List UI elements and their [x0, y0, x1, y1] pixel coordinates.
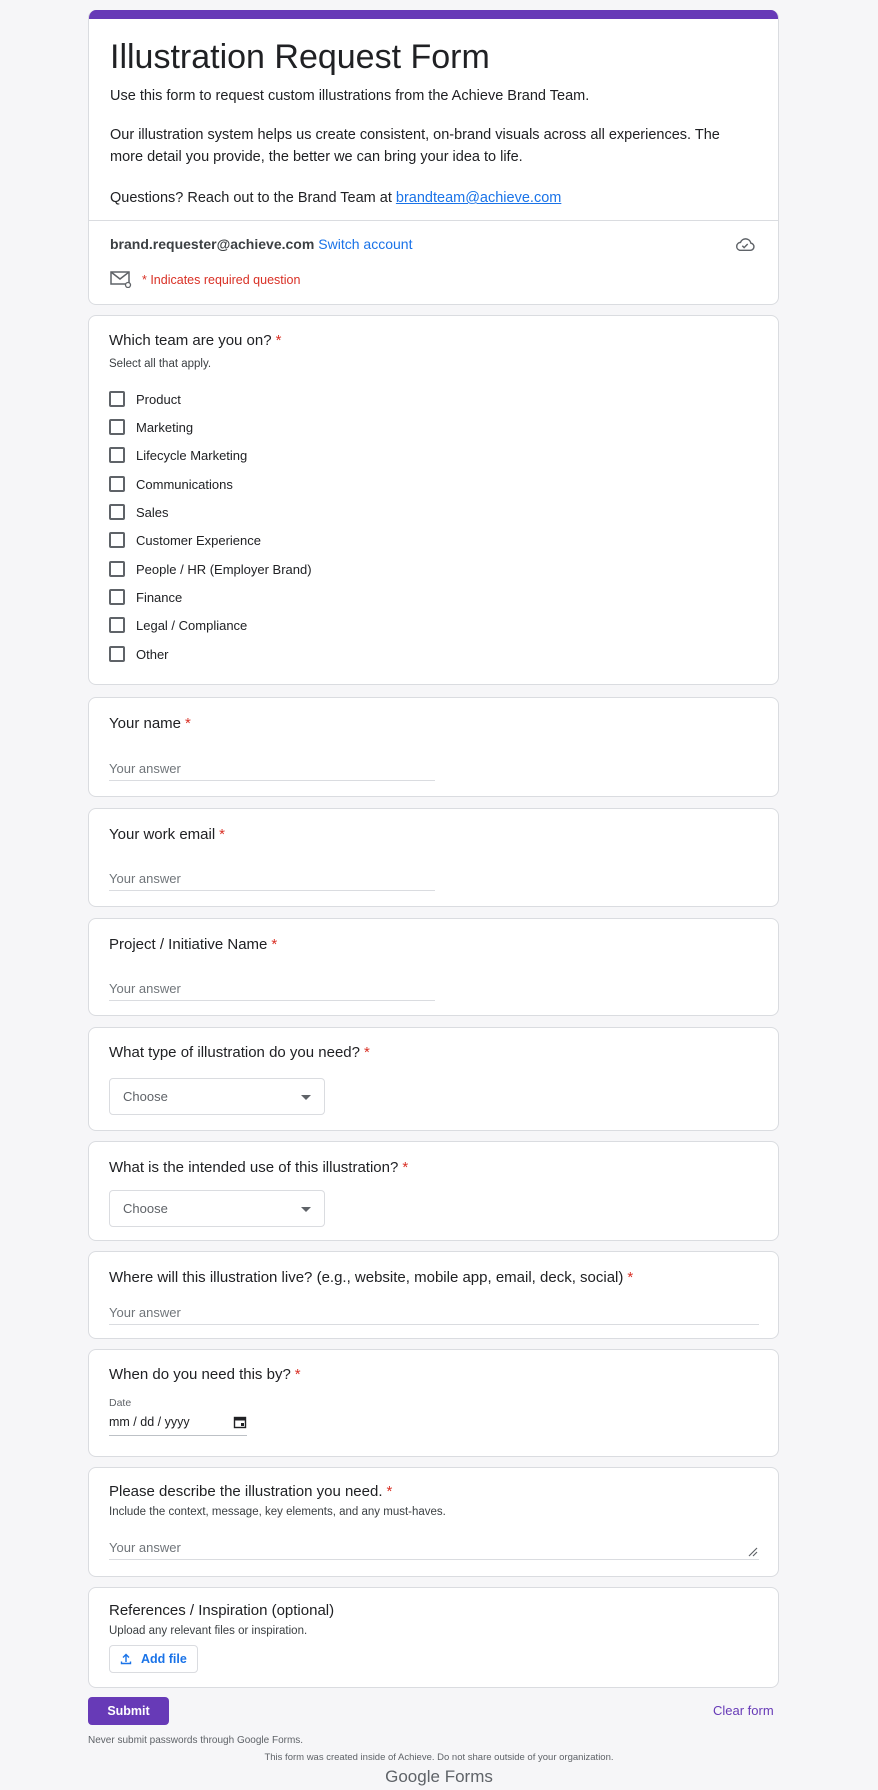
describe-question-card: [88, 1467, 779, 1577]
team-question-title: Which team are you on? *: [109, 332, 282, 349]
contact-prefix: Questions? Reach out to the Brand Team at: [110, 190, 396, 206]
checkbox[interactable]: [109, 646, 125, 662]
name-question-title: Your name *: [109, 715, 191, 732]
name-input[interactable]: [109, 761, 435, 781]
describe-textarea[interactable]: [109, 1540, 759, 1560]
form-contact: [110, 187, 750, 209]
resize-handle-icon[interactable]: [748, 1547, 758, 1557]
team-option-people-hr[interactable]: People / HR (Employer Brand): [109, 559, 312, 579]
google-forms-logo[interactable]: [0, 1767, 878, 1787]
references-question-title: References / Inspiration (optional): [109, 1602, 335, 1619]
account-email: brand.requester@achieve.com: [110, 236, 315, 252]
team-question-hint: Select all that apply.: [109, 358, 212, 370]
dropdown-arrow-icon: [301, 1095, 311, 1100]
checkbox[interactable]: [109, 504, 125, 520]
type-question-title: What type of illustration do you need? *: [109, 1044, 370, 1061]
email-question-title: Your work email *: [109, 826, 226, 843]
use-dropdown-value: Choose: [123, 1201, 168, 1216]
submit-button[interactable]: Submit: [88, 1697, 169, 1725]
date-label: Date: [109, 1397, 132, 1409]
form-header-card: [88, 10, 779, 305]
describe-question-title: Please describe the illustration you need. *: [109, 1483, 393, 1500]
checkbox[interactable]: [109, 419, 125, 435]
project-question-card: [88, 918, 779, 1016]
header-divider: [89, 220, 778, 221]
date-input[interactable]: [109, 1413, 247, 1436]
location-question-card: [88, 1251, 779, 1339]
organization-note: This form was created inside of Achieve. Do not share outside of your organization.: [264, 1752, 614, 1763]
add-file-label: Add file: [141, 1652, 187, 1666]
type-dropdown-value: Choose: [123, 1089, 168, 1104]
email-question-card: [88, 808, 779, 907]
date-input-value: mm / dd / yyyy: [109, 1415, 190, 1429]
checkbox[interactable]: [109, 447, 125, 463]
team-option-legal-compliance[interactable]: Legal / Compliance: [109, 615, 247, 635]
brand-team-email-link[interactable]: brandteam@achieve.com: [395, 190, 562, 206]
email-input[interactable]: [109, 871, 435, 891]
team-option-communications[interactable]: Communications: [109, 474, 233, 494]
name-question-card: [88, 697, 779, 797]
team-option-customer-experience[interactable]: Customer Experience: [109, 530, 261, 550]
add-file-button[interactable]: [109, 1645, 198, 1673]
team-option-finance[interactable]: Finance: [109, 587, 182, 607]
team-option-lifecycle-marketing[interactable]: Lifecycle Marketing: [109, 445, 247, 465]
upload-icon: [120, 1653, 132, 1665]
form-title: Illustration Request Form: [110, 38, 490, 76]
logo-forms-text: Forms: [444, 1767, 493, 1786]
calendar-icon[interactable]: [233, 1415, 247, 1429]
form-intro: Use this form to request custom illustrations from the Achieve Brand Team.: [110, 88, 590, 104]
team-option-sales[interactable]: Sales: [109, 502, 169, 522]
references-question-card: [88, 1587, 779, 1688]
checkbox[interactable]: [109, 391, 125, 407]
mail-icon: [110, 270, 132, 288]
logo-google-text: Google: [385, 1767, 440, 1786]
cloud-saved-icon: [734, 235, 756, 253]
checkbox[interactable]: [109, 617, 125, 633]
password-note: Never submit passwords through Google Forms.: [88, 1735, 304, 1746]
checkbox[interactable]: [109, 532, 125, 548]
use-dropdown[interactable]: [109, 1190, 325, 1227]
team-option-marketing[interactable]: Marketing: [109, 417, 193, 437]
describe-question-hint: Include the context, message, key elements, and any must-haves.: [109, 1506, 446, 1518]
team-option-product[interactable]: Product: [109, 389, 181, 409]
form-description: Our illustration system helps us create consistent, on-brand visuals across all experiences. The more detail you provide, the better we can bring your idea to life.: [110, 127, 720, 165]
account-info: [110, 236, 412, 252]
references-question-hint: Upload any relevant files or inspiration.: [109, 1625, 308, 1637]
checkbox[interactable]: [109, 476, 125, 492]
use-question-card: [88, 1141, 779, 1241]
required-note: * Indicates required question: [142, 273, 301, 287]
use-question-title: What is the intended use of this illustration? *: [109, 1159, 409, 1176]
team-question-card: [88, 315, 779, 685]
team-option-other[interactable]: Other: [109, 644, 169, 664]
date-question-title: When do you need this by? *: [109, 1366, 301, 1383]
checkbox[interactable]: [109, 589, 125, 605]
location-input[interactable]: [109, 1305, 759, 1325]
date-question-card: [88, 1349, 779, 1457]
project-input[interactable]: [109, 981, 435, 1001]
project-question-title: Project / Initiative Name *: [109, 936, 278, 953]
type-question-card: [88, 1027, 779, 1131]
dropdown-arrow-icon: [301, 1207, 311, 1212]
type-dropdown[interactable]: [109, 1078, 325, 1115]
checkbox[interactable]: [109, 561, 125, 577]
header-accent-bar: [89, 10, 778, 19]
clear-form-button[interactable]: Clear form: [713, 1703, 774, 1718]
location-question-title: Where will this illustration live? (e.g., website, mobile app, email, deck, social) *: [109, 1269, 634, 1286]
switch-account-link[interactable]: Switch account: [318, 236, 413, 252]
